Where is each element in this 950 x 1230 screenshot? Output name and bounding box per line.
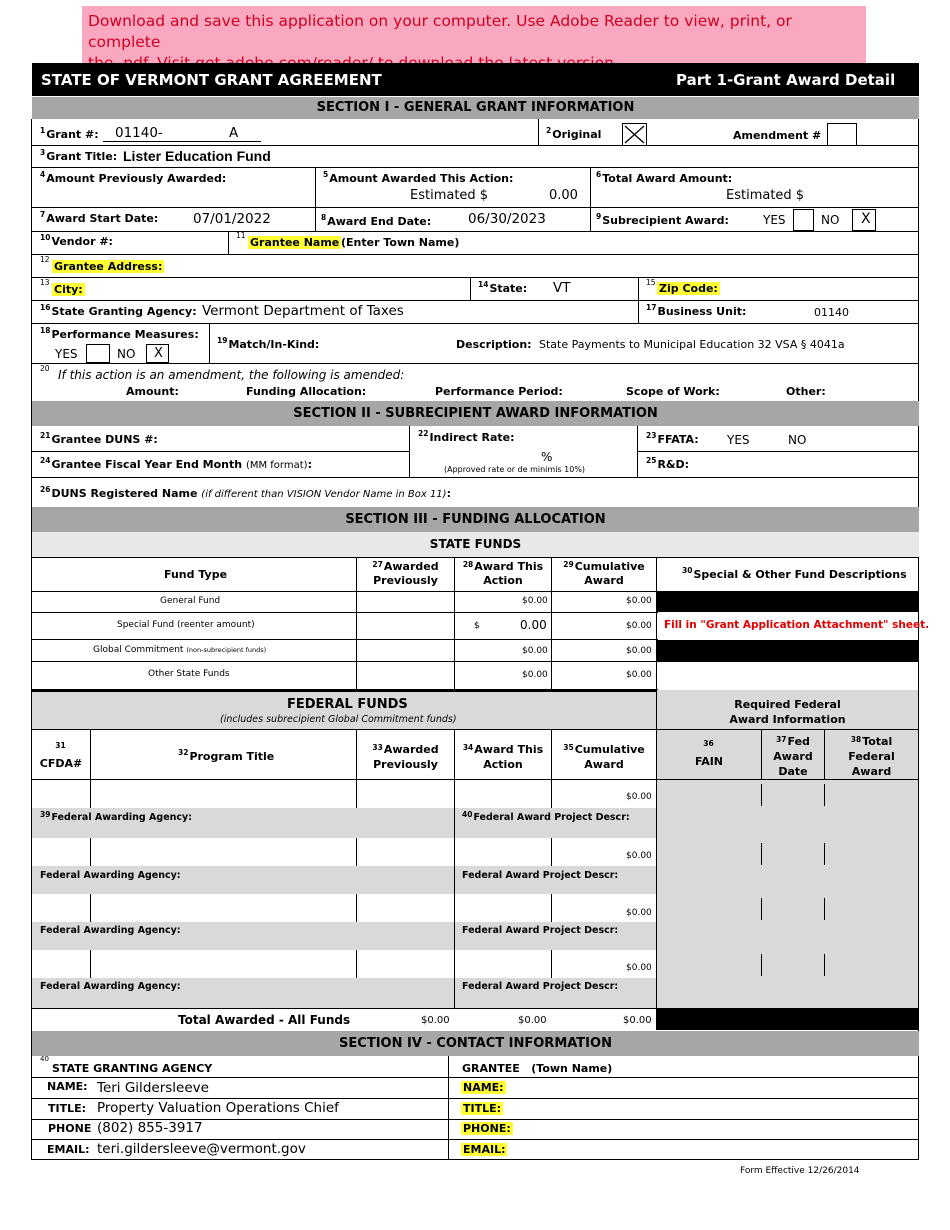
grantee-email-contact: EMAIL: [463,1143,506,1156]
contact-email-label: EMAIL: [47,1143,90,1156]
start-date-value[interactable]: 07/01/2022 [193,211,271,227]
rule [228,231,229,255]
rule [31,254,919,255]
contact-name-value[interactable]: Teri Gildersleeve [97,1080,209,1096]
federal-row-4[interactable] [32,950,656,978]
fund-row-global-cum: $0.00 [626,646,652,656]
fye-label: $^{24}$Grantee Fiscal Year End Month (MM format): [40,456,312,471]
rule [31,277,919,278]
state-value[interactable]: VT [553,280,571,296]
rule [31,231,919,232]
federal-project-label-2: Federal Award Project Descr: [462,870,619,881]
col-fed-awarded-prev: $^{33}$Awarded Previously [372,743,439,771]
contact-title-value[interactable]: Property Valuation Operations Chief [97,1100,339,1116]
box-20-number: 20 [40,364,50,373]
rule [31,1098,919,1099]
perf-no-checkbox[interactable] [146,344,169,363]
perf-yes-checkbox[interactable] [86,344,110,363]
ffata-label: $^{23}$FFATA: [646,431,699,446]
grantee-name-contact: NAME: [463,1081,504,1094]
contact-title-label: TITLE: [48,1102,87,1115]
vendor-label: $^{10}$Vendor #: [40,233,113,248]
total-awarded-label: Total Awarded - All Funds [178,1013,351,1027]
fund-row-other-action: $0.00 [522,670,548,680]
section-3-title: SECTION III - FUNDING ALLOCATION [32,507,919,532]
federal-project-label-3: Federal Award Project Descr: [462,925,619,936]
amend-amount: Amount: [126,385,179,398]
rule [470,277,471,301]
amend-period: Performance Period: [435,385,563,398]
federal-row-2-cum: $0.00 [626,851,652,861]
amend-note: If this action is an amendment, the following is amended: [58,368,405,382]
rule [31,145,919,146]
subrecipient-mark: X [861,211,871,227]
end-date-label: $^8$Award End Date: [321,213,432,228]
grantee-head: GRANTEE (Town Name) [462,1062,613,1075]
adobe-notice [82,6,866,64]
federal-agency-label-1: $^{39}$Federal Awarding Agency: [40,810,193,823]
grantee-name-label: Grantee Name [250,236,340,249]
original-checkbox[interactable] [622,123,647,146]
agency-label: $^{16}$State Granting Agency: [40,303,197,318]
rule [31,661,919,662]
business-unit-value[interactable]: 01140 [814,306,849,319]
amend-other: Other: [786,385,826,398]
match-label: $^{19}$Match/In-Kind: [217,336,320,351]
black-fill [657,640,919,661]
ffata-yes[interactable]: YES [727,433,750,447]
amendment-label: Amendment # [733,129,822,142]
fund-row-global-action: $0.00 [522,646,548,656]
perf-no: NO [117,347,136,361]
grant-title-value[interactable]: Lister Education Fund [123,148,271,164]
total-prev: $0.00 [421,1015,450,1026]
business-unit-label: $^{17}$Business Unit: [646,303,747,318]
form-title: STATE OF VERMONT GRANT AGREEMENT [41,71,382,89]
grant-number-suffix[interactable]: A [229,125,239,141]
agency-head: STATE GRANTING AGENCY [52,1062,213,1075]
rule [656,557,657,690]
rule [31,639,658,640]
rule [31,451,410,452]
fund-row-general-cum: $0.00 [626,596,652,606]
col-fain: $^{36}$ FAIN [694,739,724,768]
rule [209,323,210,364]
end-date-value[interactable]: 06/30/2023 [468,211,546,227]
box-41-number: 40 [40,1055,49,1063]
total-action: $0.00 [518,1015,547,1026]
federal-agency-label-3: Federal Awarding Agency: [40,925,181,936]
grant-number-value[interactable]: 01140- [115,125,163,141]
fund-row-other-cum: $0.00 [626,670,652,680]
federal-row-3-cum: $0.00 [626,908,652,918]
indirect-pct: % [541,450,553,464]
black-fill [656,1008,919,1030]
subrecipient-no: NO [821,213,840,227]
grant-title-label: $^3$Grant Title: [40,148,118,163]
federal-project-label-1: $^{40}$Federal Award Project Descr: [462,810,630,823]
box-11-number: 11 [236,231,246,240]
federal-title: FEDERAL FUNDS [287,697,408,712]
amendment-input[interactable] [827,123,857,146]
total-cum: $0.00 [623,1015,652,1026]
federal-agency-label-2: Federal Awarding Agency: [40,870,181,881]
federal-row-1[interactable] [32,780,656,808]
rule [637,426,638,478]
box-13-number: 13 [40,278,50,287]
awarded-action-label: $^5$Amount Awarded This Action: [323,170,514,185]
federal-row-1-cum: $0.00 [626,792,652,802]
zip-label: Zip Code: [659,282,718,295]
rule [31,300,919,301]
prev-awarded-label: $^4$Amount Previously Awarded: [40,170,227,185]
subrecipient-label: $^9$Subrecipient Award: [596,212,729,227]
subrecipient-yes-checkbox[interactable] [793,209,814,231]
federal-project-label-4: Federal Award Project Descr: [462,981,619,992]
rule [448,1056,449,1160]
rule [590,167,591,208]
indirect-note: (Approved rate or de minimis 10%) [444,465,586,474]
perf-mark: X [154,346,163,361]
rule [31,363,919,364]
contact-phone-value[interactable]: (802) 855-3917 [97,1120,203,1136]
awarded-action-value[interactable]: 0.00 [549,188,578,203]
form-effective: Form Effective 12/26/2014 [740,1166,860,1176]
subrecipient-no-checkbox[interactable] [852,209,876,231]
notice-line-1: Download and save this application on your computer. Use Adobe Reader to view, print, or complete [88,12,792,51]
city-label: City: [54,283,83,296]
contact-email-value[interactable]: teri.gildersleeve@vermont.gov [97,1141,306,1157]
col-cfda: $^{31}$ CFDA# [39,741,83,770]
total-award-estimated: Estimated $ [726,188,805,203]
grantee-phone-contact: PHONE: [463,1122,511,1135]
fund-row-special-cum: $0.00 [626,621,652,631]
col-fed-date: $^{37}$Fed Award Date [773,735,813,778]
federal-row-3[interactable] [32,894,656,922]
federal-row-2[interactable] [32,838,656,866]
start-date-label: $^7$Award Start Date: [40,210,159,225]
rule [31,612,658,613]
fund-row-special: Special Fund (reenter amount) [117,620,255,630]
col-cumulative: $^{29}$Cumulative Award [563,560,645,587]
rule [538,119,539,146]
fund-row-general: General Fund [160,596,221,606]
form-part: Part 1-Grant Award Detail [676,71,896,89]
subrecipient-yes: YES [763,213,786,227]
rule [31,323,919,324]
fund-row-general-action: $0.00 [522,596,548,606]
perf-yes: YES [55,347,78,361]
original-label: $^2$Original [546,126,602,141]
awarded-action-estimated: Estimated $ [410,188,489,203]
rule [638,277,639,324]
performance-label: $^{18}$Performance Measures: [40,326,199,341]
rule [315,167,316,208]
col-award-action: $^{28}$Award This Action [462,560,544,587]
rule [31,207,919,208]
federal-agency-label-4: Federal Awarding Agency: [40,981,181,992]
description-label: Description: [456,338,532,351]
duns-registered-label: $^{26}$DUNS Registered Name (if different than VISION Vendor Name in Box 11): [40,485,451,500]
fill-in-note: Fill in "Grant Application Attachment" sheet. [664,619,930,631]
box-12-number: 12 [40,255,50,264]
state-label: $^{14}$State: [478,280,528,295]
contact-name-label: NAME: [47,1080,88,1093]
rule [31,477,919,478]
col-fed-cumulative: $^{35}$Cumulative Award [563,743,645,771]
box-15-number: 15 [646,278,656,287]
indirect-label: $^{22}$Indirect Rate: [418,429,515,444]
description-value[interactable]: State Payments to Municipal Education 32 VSA § 4041a [539,338,845,351]
amend-scope: Scope of Work: [626,385,720,398]
grantee-title-contact: TITLE: [463,1102,502,1115]
x-mark-icon [623,124,646,145]
fund-row-other: Other State Funds [148,669,230,679]
col-program: $^{32}$Program Title [178,748,275,763]
rule [31,557,919,558]
rule [31,729,919,730]
form-header [32,63,919,96]
contact-phone-label: PHONE [48,1122,92,1135]
fund-row-special-action[interactable]: 0.00 [520,618,547,632]
federal-row-4-cum: $0.00 [626,963,652,973]
rule [315,207,316,232]
federal-note: (includes subrecipient Global Commitment funds) [220,714,457,725]
fund-row-special-prefix: $ [474,621,480,631]
state-funds-title: STATE FUNDS [32,532,919,557]
grant-number-label: $^1$Grant #: [40,126,99,141]
grant-number-underline [103,141,261,142]
duns-label: $^{21}$Grantee DUNS #: [40,431,158,446]
total-award-label: $^6$Total Award Amount: [596,170,733,185]
required-federal-title: Required Federal Award Information [729,698,846,726]
rd-label: $^{25}$R&D: [646,456,690,471]
rule [637,451,919,452]
amend-funding: Funding Allocation: [246,385,367,398]
grantee-name-note: (Enter Town Name) [341,236,460,249]
rule [31,1139,919,1140]
rule [590,207,591,232]
rule [409,426,410,478]
fund-row-global: Global Commitment (non-subrecipient funds) [93,645,267,655]
rule [31,1159,919,1160]
ffata-no[interactable]: NO [788,433,807,447]
rule [31,1077,919,1078]
grantee-address-label: Grantee Address: [54,260,163,273]
agency-value[interactable]: Vermont Department of Taxes [202,303,404,319]
black-fill [657,592,919,612]
section-4-title: SECTION IV - CONTACT INFORMATION [32,1031,919,1056]
col-fed-award-action: $^{34}$Award This Action [462,743,544,771]
rule [31,167,919,168]
section-1-title: SECTION I - GENERAL GRANT INFORMATION [32,97,919,119]
col-awarded-prev: $^{27}$Awarded Previously [372,560,439,587]
col-special: $^{30}$Special & Other Fund Descriptions [682,566,907,581]
col-fund-type: Fund Type [164,568,228,581]
section-2-title: SECTION II - SUBRECIPIENT AWARD INFORMATION [32,401,919,426]
col-total-fed: $^{38}$Total Federal Award [848,735,895,778]
